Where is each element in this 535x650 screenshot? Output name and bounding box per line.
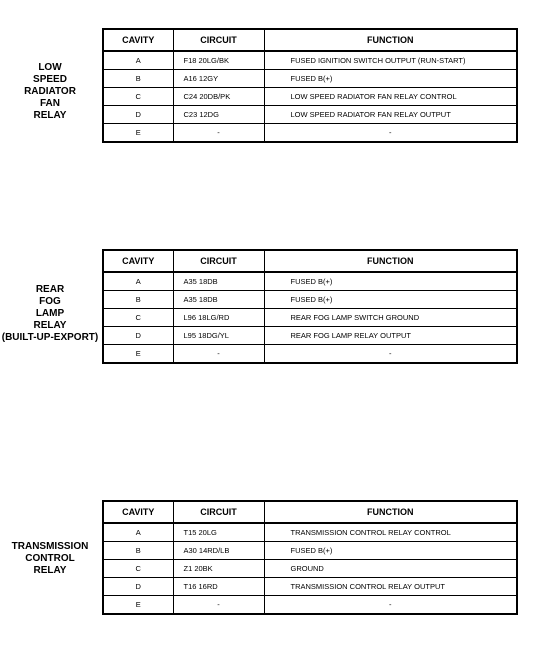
table-row bbox=[103, 70, 517, 88]
cavity-cell: C bbox=[103, 309, 173, 327]
circuit-cell: A35 18DB bbox=[173, 272, 264, 291]
relay-label-rear-fog-lamp bbox=[0, 284, 100, 344]
table-row bbox=[103, 523, 517, 542]
function-cell: - bbox=[264, 596, 517, 615]
header-cavity: CAVITY bbox=[103, 29, 173, 51]
function-cell: LOW SPEED RADIATOR FAN RELAY CONTROL bbox=[264, 88, 517, 106]
header-cavity: CAVITY bbox=[103, 501, 173, 523]
cavity-cell: B bbox=[103, 542, 173, 560]
cavity-cell: E bbox=[103, 124, 173, 143]
header-circuit: CIRCUIT bbox=[173, 501, 264, 523]
circuit-cell: T15 20LG bbox=[173, 523, 264, 542]
circuit-cell: C24 20DB/PK bbox=[173, 88, 264, 106]
table-row bbox=[103, 272, 517, 291]
cavity-cell: A bbox=[103, 523, 173, 542]
table-row bbox=[103, 560, 517, 578]
function-cell: FUSED B(+) bbox=[264, 542, 517, 560]
cavity-cell: E bbox=[103, 596, 173, 615]
relay-label-line: SPEED bbox=[33, 74, 67, 85]
relay-label-line: REAR bbox=[35, 284, 65, 295]
circuit-cell: L96 18LG/RD bbox=[173, 309, 264, 327]
pinout-table-rear-fog-lamp bbox=[102, 249, 518, 364]
function-cell: FUSED B(+) bbox=[264, 291, 517, 309]
pinout-table-low-speed-radiator-fan bbox=[102, 28, 518, 143]
relay-label-line: FAN bbox=[40, 98, 60, 109]
cavity-cell: B bbox=[103, 70, 173, 88]
circuit-cell: - bbox=[173, 124, 264, 143]
table-row bbox=[103, 291, 517, 309]
header-function: FUNCTION bbox=[264, 29, 517, 51]
table-header-row bbox=[103, 250, 517, 272]
cavity-cell: A bbox=[103, 272, 173, 291]
circuit-cell: A35 18DB bbox=[173, 291, 264, 309]
cavity-cell: A bbox=[103, 51, 173, 70]
table-row bbox=[103, 345, 517, 364]
circuit-cell: - bbox=[173, 345, 264, 364]
cavity-cell: C bbox=[103, 88, 173, 106]
header-cavity: CAVITY bbox=[103, 250, 173, 272]
table-row bbox=[103, 578, 517, 596]
relay-label-low-speed-radiator-fan bbox=[0, 62, 100, 122]
table-row bbox=[103, 124, 517, 143]
cavity-cell: D bbox=[103, 578, 173, 596]
circuit-cell: C23 12DG bbox=[173, 106, 264, 124]
relay-label-line: CONTROL bbox=[25, 553, 75, 564]
cavity-cell: D bbox=[103, 106, 173, 124]
relay-label-line: (BUILT-UP-EXPORT) bbox=[1, 332, 99, 343]
function-cell: LOW SPEED RADIATOR FAN RELAY OUTPUT bbox=[264, 106, 517, 124]
circuit-cell: F18 20LG/BK bbox=[173, 51, 264, 70]
function-cell: - bbox=[264, 345, 517, 364]
relay-label-line: RELAY bbox=[33, 320, 67, 331]
function-cell: TRANSMISSION CONTROL RELAY CONTROL bbox=[264, 523, 517, 542]
circuit-cell: T16 16RD bbox=[173, 578, 264, 596]
header-function: FUNCTION bbox=[264, 501, 517, 523]
table-row bbox=[103, 106, 517, 124]
relay-label-transmission-control bbox=[0, 541, 100, 577]
circuit-cell: A30 14RD/LB bbox=[173, 542, 264, 560]
relay-label-line: RADIATOR bbox=[24, 86, 76, 97]
function-cell: FUSED IGNITION SWITCH OUTPUT (RUN-START) bbox=[264, 51, 517, 70]
cavity-cell: D bbox=[103, 327, 173, 345]
cavity-cell: B bbox=[103, 291, 173, 309]
function-cell: REAR FOG LAMP RELAY OUTPUT bbox=[264, 327, 517, 345]
table-row bbox=[103, 51, 517, 70]
function-cell: FUSED B(+) bbox=[264, 272, 517, 291]
function-cell: TRANSMISSION CONTROL RELAY OUTPUT bbox=[264, 578, 517, 596]
circuit-cell: L95 18DG/YL bbox=[173, 327, 264, 345]
table-header-row bbox=[103, 29, 517, 51]
circuit-cell: Z1 20BK bbox=[173, 560, 264, 578]
function-cell: - bbox=[264, 124, 517, 143]
table-row bbox=[103, 309, 517, 327]
table-row bbox=[103, 542, 517, 560]
circuit-cell: A16 12GY bbox=[173, 70, 264, 88]
table-row bbox=[103, 88, 517, 106]
relay-label-line: FOG bbox=[39, 296, 61, 307]
cavity-cell: E bbox=[103, 345, 173, 364]
relay-label-line: RELAY bbox=[33, 565, 67, 576]
relay-label-line: LAMP bbox=[35, 308, 65, 319]
pinout-table-transmission-control bbox=[102, 500, 518, 615]
relay-label-line: RELAY bbox=[33, 110, 67, 121]
table-row bbox=[103, 596, 517, 615]
function-cell: REAR FOG LAMP SWITCH GROUND bbox=[264, 309, 517, 327]
header-function: FUNCTION bbox=[264, 250, 517, 272]
relay-label-line: TRANSMISSION bbox=[11, 541, 89, 552]
circuit-cell: - bbox=[173, 596, 264, 615]
table-header-row bbox=[103, 501, 517, 523]
function-cell: GROUND bbox=[264, 560, 517, 578]
function-cell: FUSED B(+) bbox=[264, 70, 517, 88]
header-circuit: CIRCUIT bbox=[173, 250, 264, 272]
header-circuit: CIRCUIT bbox=[173, 29, 264, 51]
relay-label-line: LOW bbox=[38, 62, 62, 73]
table-row bbox=[103, 327, 517, 345]
cavity-cell: C bbox=[103, 560, 173, 578]
